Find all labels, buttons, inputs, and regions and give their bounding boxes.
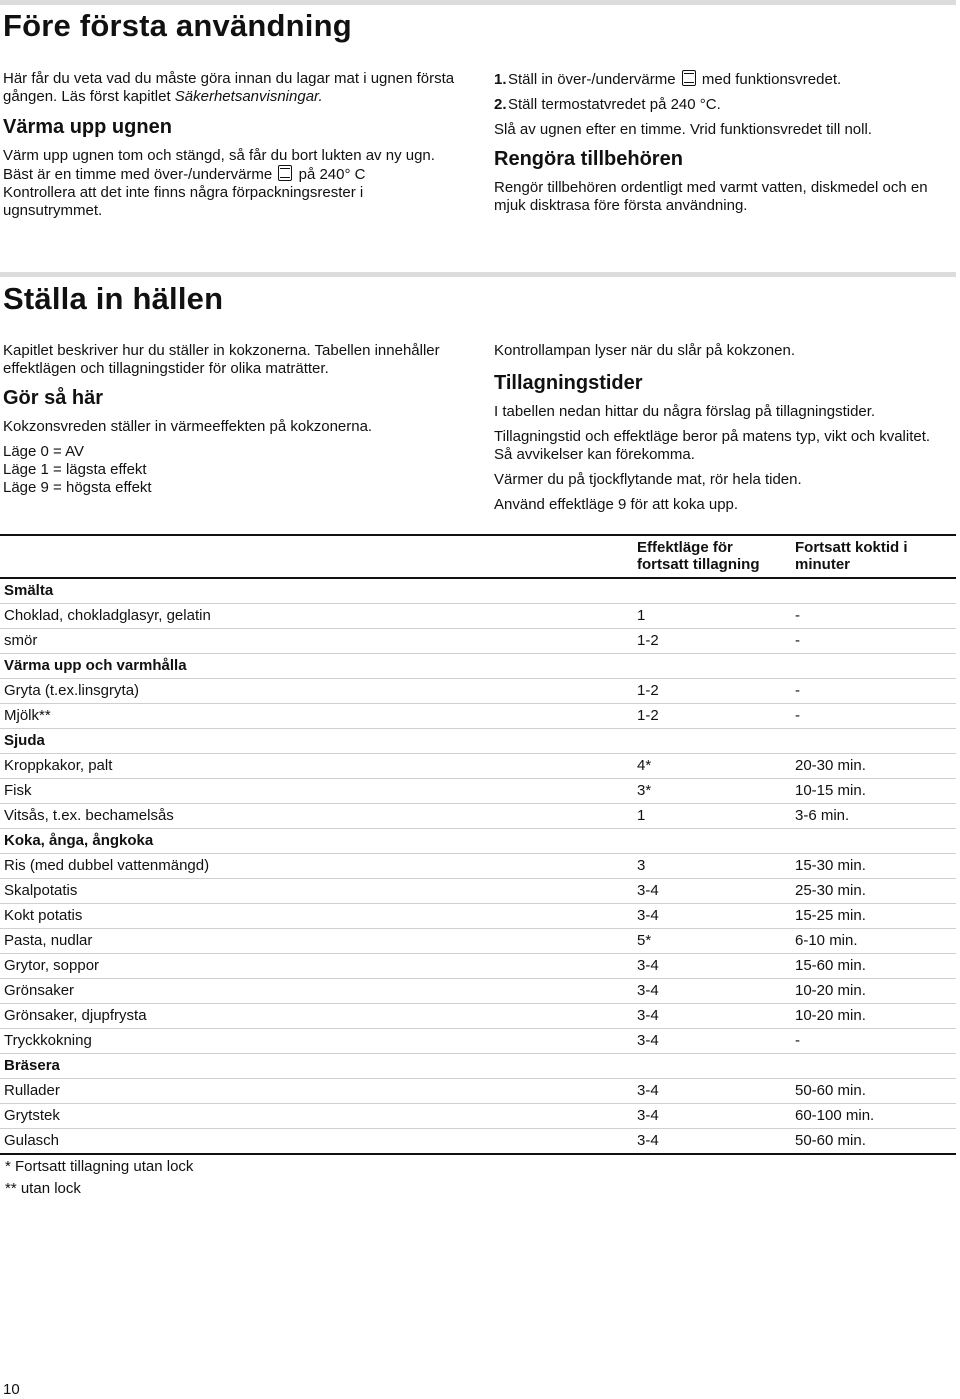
- table-row: [0, 754, 956, 779]
- table-row: [0, 954, 956, 979]
- heat-oven-text: [3, 147, 463, 220]
- cooking-time-cell: 6-10 min.: [791, 929, 956, 954]
- step-followup: Slå av ugnen efter en timme. Vrid funktionsvredet till noll.: [494, 121, 872, 138]
- table-row: [0, 779, 956, 804]
- table-row: [0, 679, 956, 704]
- table-row: [0, 879, 956, 904]
- table-group-row: [0, 654, 956, 679]
- cooking-time-cell: 10-15 min.: [791, 779, 956, 804]
- hob-left-column: [3, 342, 463, 504]
- step-1: [494, 70, 956, 89]
- food-cell: Grytstek: [0, 1104, 633, 1129]
- cooking-time-cell: 50-60 min.: [791, 1129, 956, 1155]
- food-cell: Grönsaker: [0, 979, 633, 1004]
- power-level-cell: 3: [633, 854, 791, 879]
- power-levels: [3, 443, 463, 497]
- first-use-left-column: [3, 70, 463, 227]
- food-cell: smör: [0, 629, 633, 654]
- cooking-time-cell: -: [791, 679, 956, 704]
- level-1: Läge 1 = lägsta effekt: [3, 461, 147, 478]
- food-cell: Fisk: [0, 779, 633, 804]
- power-level-cell: 3-4: [633, 879, 791, 904]
- header-cooking-time: Fortsatt koktid i minuter: [791, 535, 956, 578]
- step-2: [494, 96, 956, 139]
- cooking-time-cell: 10-20 min.: [791, 979, 956, 1004]
- table-row: [0, 979, 956, 1004]
- cooking-time-cell: -: [791, 704, 956, 729]
- section-title-first-use: Före första användning: [3, 8, 352, 43]
- heat-oven-heading: Värma upp ugnen: [3, 116, 172, 138]
- table-row: [0, 929, 956, 954]
- food-cell: Ris (med dubbel vattenmängd): [0, 854, 633, 879]
- footnote-2: ** utan lock: [5, 1180, 81, 1197]
- cooking-time-cell: 10-20 min.: [791, 1004, 956, 1029]
- table-row: [0, 629, 956, 654]
- top-bottom-heat-icon: [682, 70, 696, 86]
- steps-list: [494, 70, 956, 139]
- cooking-time-cell: -: [791, 604, 956, 629]
- heat-text-part: Värm upp ugnen tom och stängd, så får du bort lukten av ny ugn. Bäst är en timme med över-/undervärme: [3, 147, 435, 183]
- hob-intro: Kapitlet beskriver hur du ställer in kokzonerna. Tabellen innehåller effektlägen och tillagningstider för olika maträtter.: [3, 342, 440, 377]
- header-power-level: Effektläge för fortsatt tillagning: [633, 535, 791, 578]
- power-level-cell: 1-2: [633, 704, 791, 729]
- cooking-time-cell: 15-25 min.: [791, 904, 956, 929]
- group-name: Sjuda: [0, 729, 956, 754]
- power-level-cell: 5*: [633, 929, 791, 954]
- table-row: [0, 854, 956, 879]
- power-level-cell: 3*: [633, 779, 791, 804]
- table-row: [0, 804, 956, 829]
- cooking-times-p3: Värmer du på tjockflytande mat, rör hela tiden.: [494, 471, 802, 488]
- food-cell: Gulasch: [0, 1129, 633, 1155]
- food-cell: Pasta, nudlar: [0, 929, 633, 954]
- power-level-cell: 3-4: [633, 954, 791, 979]
- food-cell: Grönsaker, djupfrysta: [0, 1004, 633, 1029]
- cooking-time-cell: 50-60 min.: [791, 1079, 956, 1104]
- heat-text-part: på 240° C: [294, 166, 366, 183]
- power-level-cell: 1-2: [633, 629, 791, 654]
- table-row: [0, 1029, 956, 1054]
- power-level-cell: 3-4: [633, 1129, 791, 1155]
- food-cell: Rullader: [0, 1079, 633, 1104]
- step-number: 2.: [494, 96, 507, 113]
- step-text: med funktionsvredet.: [697, 71, 842, 88]
- step-text: Ställ termostatvredet på 240 °C.: [508, 96, 721, 113]
- food-cell: Tryckkokning: [0, 1029, 633, 1054]
- power-level-cell: 1: [633, 804, 791, 829]
- table-group-row: [0, 1054, 956, 1079]
- power-level-cell: 3-4: [633, 979, 791, 1004]
- food-cell: Skalpotatis: [0, 879, 633, 904]
- clean-accessories-heading: Rengöra tillbehören: [494, 148, 683, 170]
- food-cell: Grytor, soppor: [0, 954, 633, 979]
- food-cell: Kroppkakor, palt: [0, 754, 633, 779]
- power-level-cell: 1: [633, 604, 791, 629]
- clean-accessories-text: Rengör tillbehören ordentligt med varmt vatten, diskmedel och en mjuk disktrasa före första användning.: [494, 179, 928, 214]
- table-row: [0, 704, 956, 729]
- power-level-cell: 3-4: [633, 1104, 791, 1129]
- footnote-1: * Fortsatt tillagning utan lock: [5, 1158, 194, 1175]
- header-food: [0, 535, 633, 578]
- cooking-time-cell: 15-60 min.: [791, 954, 956, 979]
- cooking-times-p2: Tillagningstid och effektläge beror på matens typ, vikt och kvalitet. Så avvikelser kan förekomma.: [494, 428, 931, 463]
- safety-chapter-reference: Säkerhetsanvisningar.: [174, 88, 323, 105]
- heat-text-part: Kontrollera att det inte finns några förpackningsrester i ugnsutrymmet.: [3, 184, 364, 219]
- indicator-lamp-text: Kontrollampan lyser när du slår på kokzonen.: [494, 342, 795, 359]
- table-header-row: [0, 535, 956, 578]
- food-cell: Kokt potatis: [0, 904, 633, 929]
- food-cell: Vitsås, t.ex. bechamelsås: [0, 804, 633, 829]
- cooking-times-p4: Använd effektläge 9 för att koka upp.: [494, 496, 739, 513]
- table-group-row: [0, 578, 956, 604]
- first-use-intro: [3, 70, 463, 106]
- cooking-time-cell: -: [791, 629, 956, 654]
- cooking-time-cell: 3-6 min.: [791, 804, 956, 829]
- intro-text: Här får du veta vad du måste göra innan du lagar mat i ugnen första gången. Läs först kapitlet: [3, 70, 455, 105]
- table-body: [0, 578, 956, 1154]
- first-use-right-column: [494, 70, 956, 222]
- food-cell: Mjölk**: [0, 704, 633, 729]
- table-group-row: [0, 829, 956, 854]
- table-row: [0, 904, 956, 929]
- top-bottom-heat-icon: [278, 165, 292, 181]
- table-row: [0, 604, 956, 629]
- power-level-cell: 3-4: [633, 1004, 791, 1029]
- level-9: Läge 9 = högsta effekt: [3, 479, 152, 496]
- cooking-time-cell: 20-30 min.: [791, 754, 956, 779]
- howto-text: Kokzonsvreden ställer in värmeeffekten på kokzonerna.: [3, 418, 373, 435]
- cooking-times-table: [0, 534, 956, 1155]
- cooking-time-cell: 60-100 min.: [791, 1104, 956, 1129]
- footnotes: [5, 1156, 193, 1200]
- food-cell: Gryta (t.ex.linsgryta): [0, 679, 633, 704]
- power-level-cell: 4*: [633, 754, 791, 779]
- cooking-time-cell: -: [791, 1029, 956, 1054]
- section-divider-top: [0, 0, 956, 5]
- cooking-time-cell: 25-30 min.: [791, 879, 956, 904]
- group-name: Koka, ånga, ångkoka: [0, 829, 956, 854]
- cooking-times-heading: Tillagningstider: [494, 372, 643, 394]
- cooking-time-cell: 15-30 min.: [791, 854, 956, 879]
- page-number: 10: [3, 1381, 20, 1398]
- level-0: Läge 0 = AV: [3, 443, 85, 460]
- group-name: Smälta: [0, 578, 956, 604]
- table-row: [0, 1104, 956, 1129]
- power-level-cell: 3-4: [633, 904, 791, 929]
- howto-heading: Gör så här: [3, 387, 104, 409]
- table-row: [0, 1079, 956, 1104]
- table-row: [0, 1129, 956, 1155]
- table-group-row: [0, 729, 956, 754]
- step-text: Ställ in över-/undervärme: [508, 71, 680, 88]
- group-name: Värma upp och varmhålla: [0, 654, 956, 679]
- power-level-cell: 3-4: [633, 1029, 791, 1054]
- food-cell: Choklad, chokladglasyr, gelatin: [0, 604, 633, 629]
- step-number: 1.: [494, 71, 507, 88]
- group-name: Bräsera: [0, 1054, 956, 1079]
- section-divider-hob: [0, 272, 956, 277]
- power-level-cell: 3-4: [633, 1079, 791, 1104]
- table-row: [0, 1004, 956, 1029]
- power-level-cell: 1-2: [633, 679, 791, 704]
- section-title-hob: Ställa in hällen: [3, 281, 224, 316]
- hob-right-column: [494, 342, 934, 521]
- cooking-times-p1: I tabellen nedan hittar du några förslag på tillagningstider.: [494, 403, 876, 420]
